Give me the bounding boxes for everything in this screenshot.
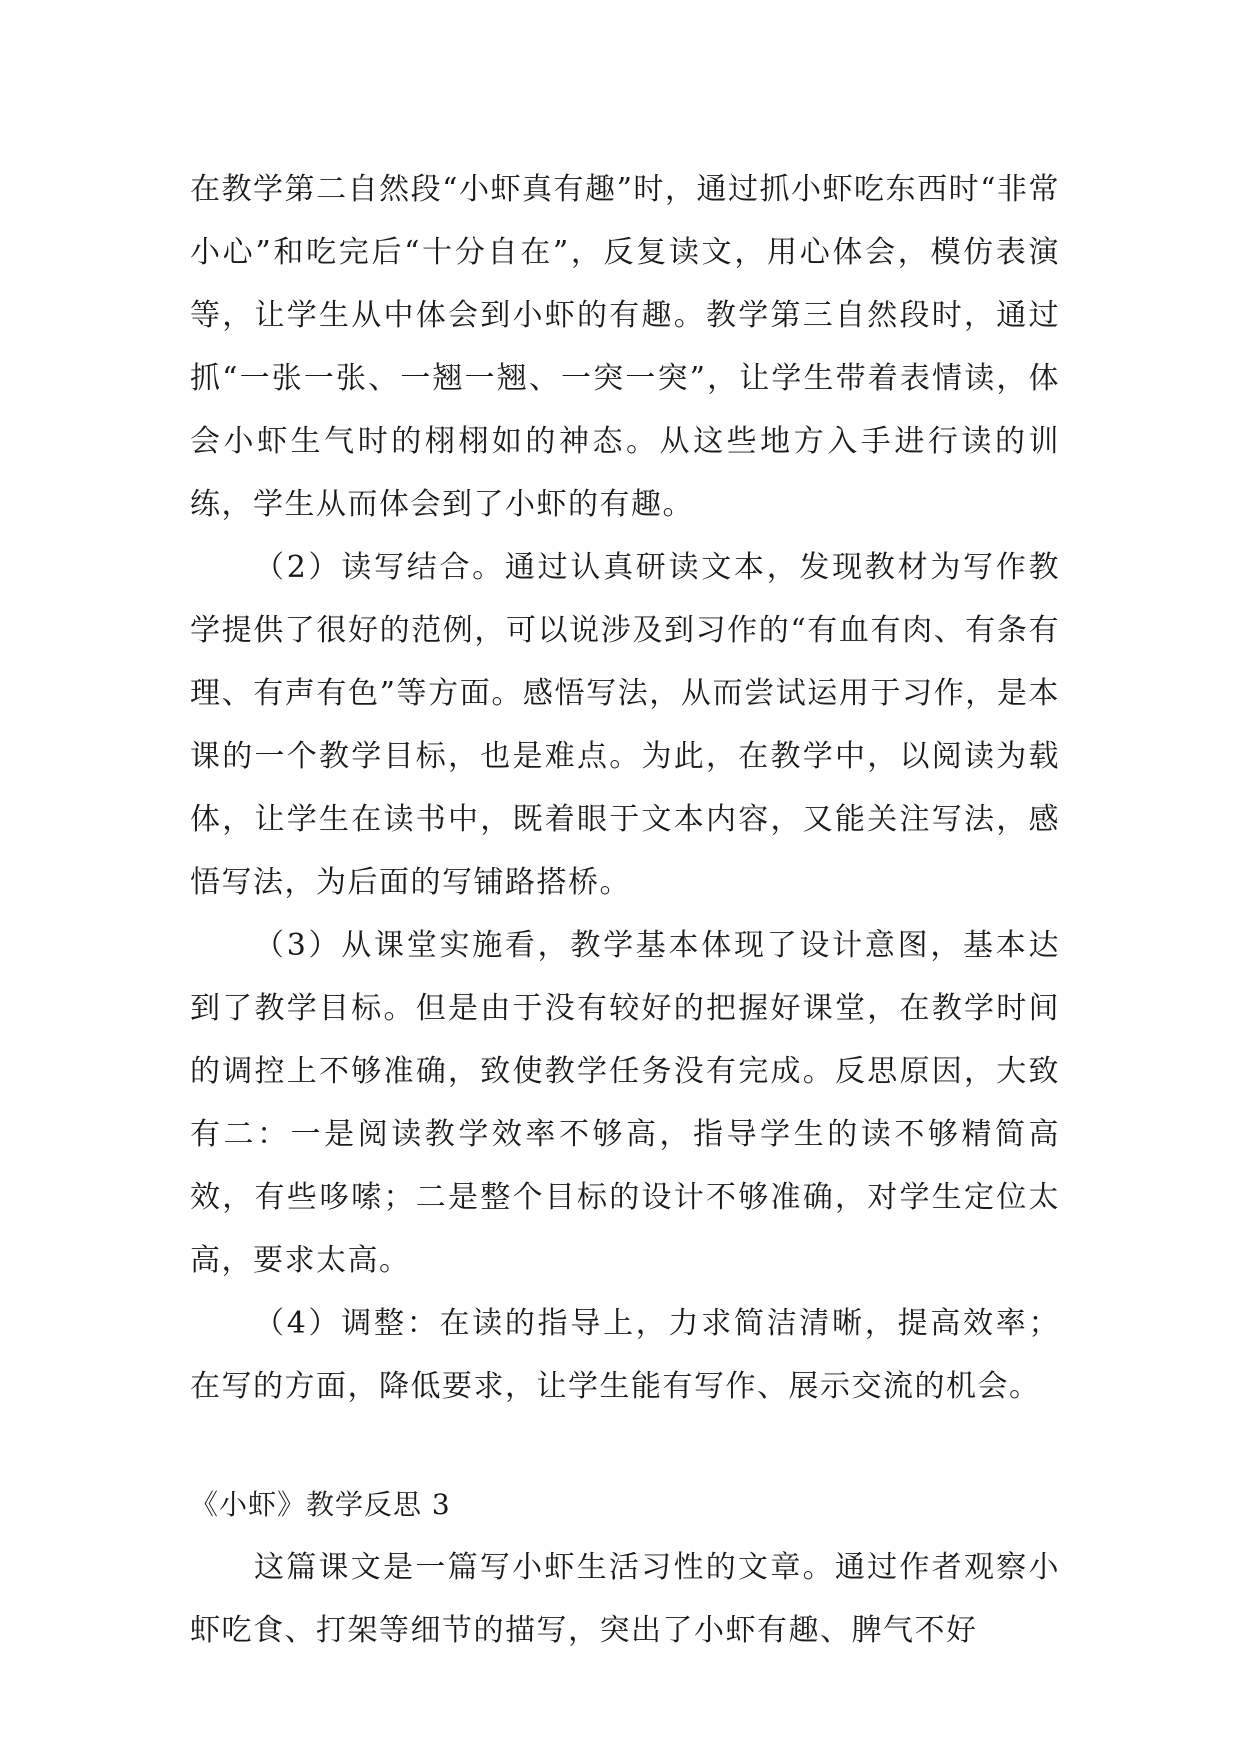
section-title: 《小虾》教学反思 3 [190,1488,451,1521]
paragraph-2: （2）读写结合。通过认真研读文本，发现教材为写作教学提供了很好的范例，可以说涉及到习作的“有血有肉、有条有理、有声有色”等方面。感悟写法，从而尝试运用于习作，是本课的一个教学目标，也是难点。为此，在教学中，以阅读为载体，让学生在读书中，既着眼于文本内容，又能关注写法，感悟写法，为后面的写铺路搭桥。 [190,550,1060,900]
document-page [190,158,1060,1662]
section-paragraph: 这篇课文是一篇写小虾生活习性的文章。通过作者观察小虾吃食、打架等细节的描写，突出了小虾有趣、脾气不好 [190,1550,1060,1648]
paragraph-4: （4）调整：在读的指导上，力求简洁清晰，提高效率；在写的方面，降低要求，让学生能有写作、展示交流的机会。 [190,1306,1060,1404]
paragraph-1: 在教学第二自然段“小虾真有趣”时，通过抓小虾吃东西时“非常小心”和吃完后“十分自在”，反复读文，用心体会，模仿表演等，让学生从中体会到小虾的有趣。教学第三自然段时，通过抓“一张一张、一翘一翘、一突一突”，让学生带着表情读，体会小虾生气时的栩栩如的神态。从这些地方入手进行读的训练，学生从而体会到了小虾的有趣。 [190,172,1060,522]
paragraph-3: （3）从课堂实施看，教学基本体现了设计意图，基本达到了教学目标。但是由于没有较好的把握好课堂，在教学时间的调控上不够准确，致使教学任务没有完成。反思原因，大致有二：一是阅读教学效率不够高，指导学生的读不够精简高效，有些哆嗦；二是整个目标的设计不够准确，对学生定位太高，要求太高。 [190,928,1060,1278]
